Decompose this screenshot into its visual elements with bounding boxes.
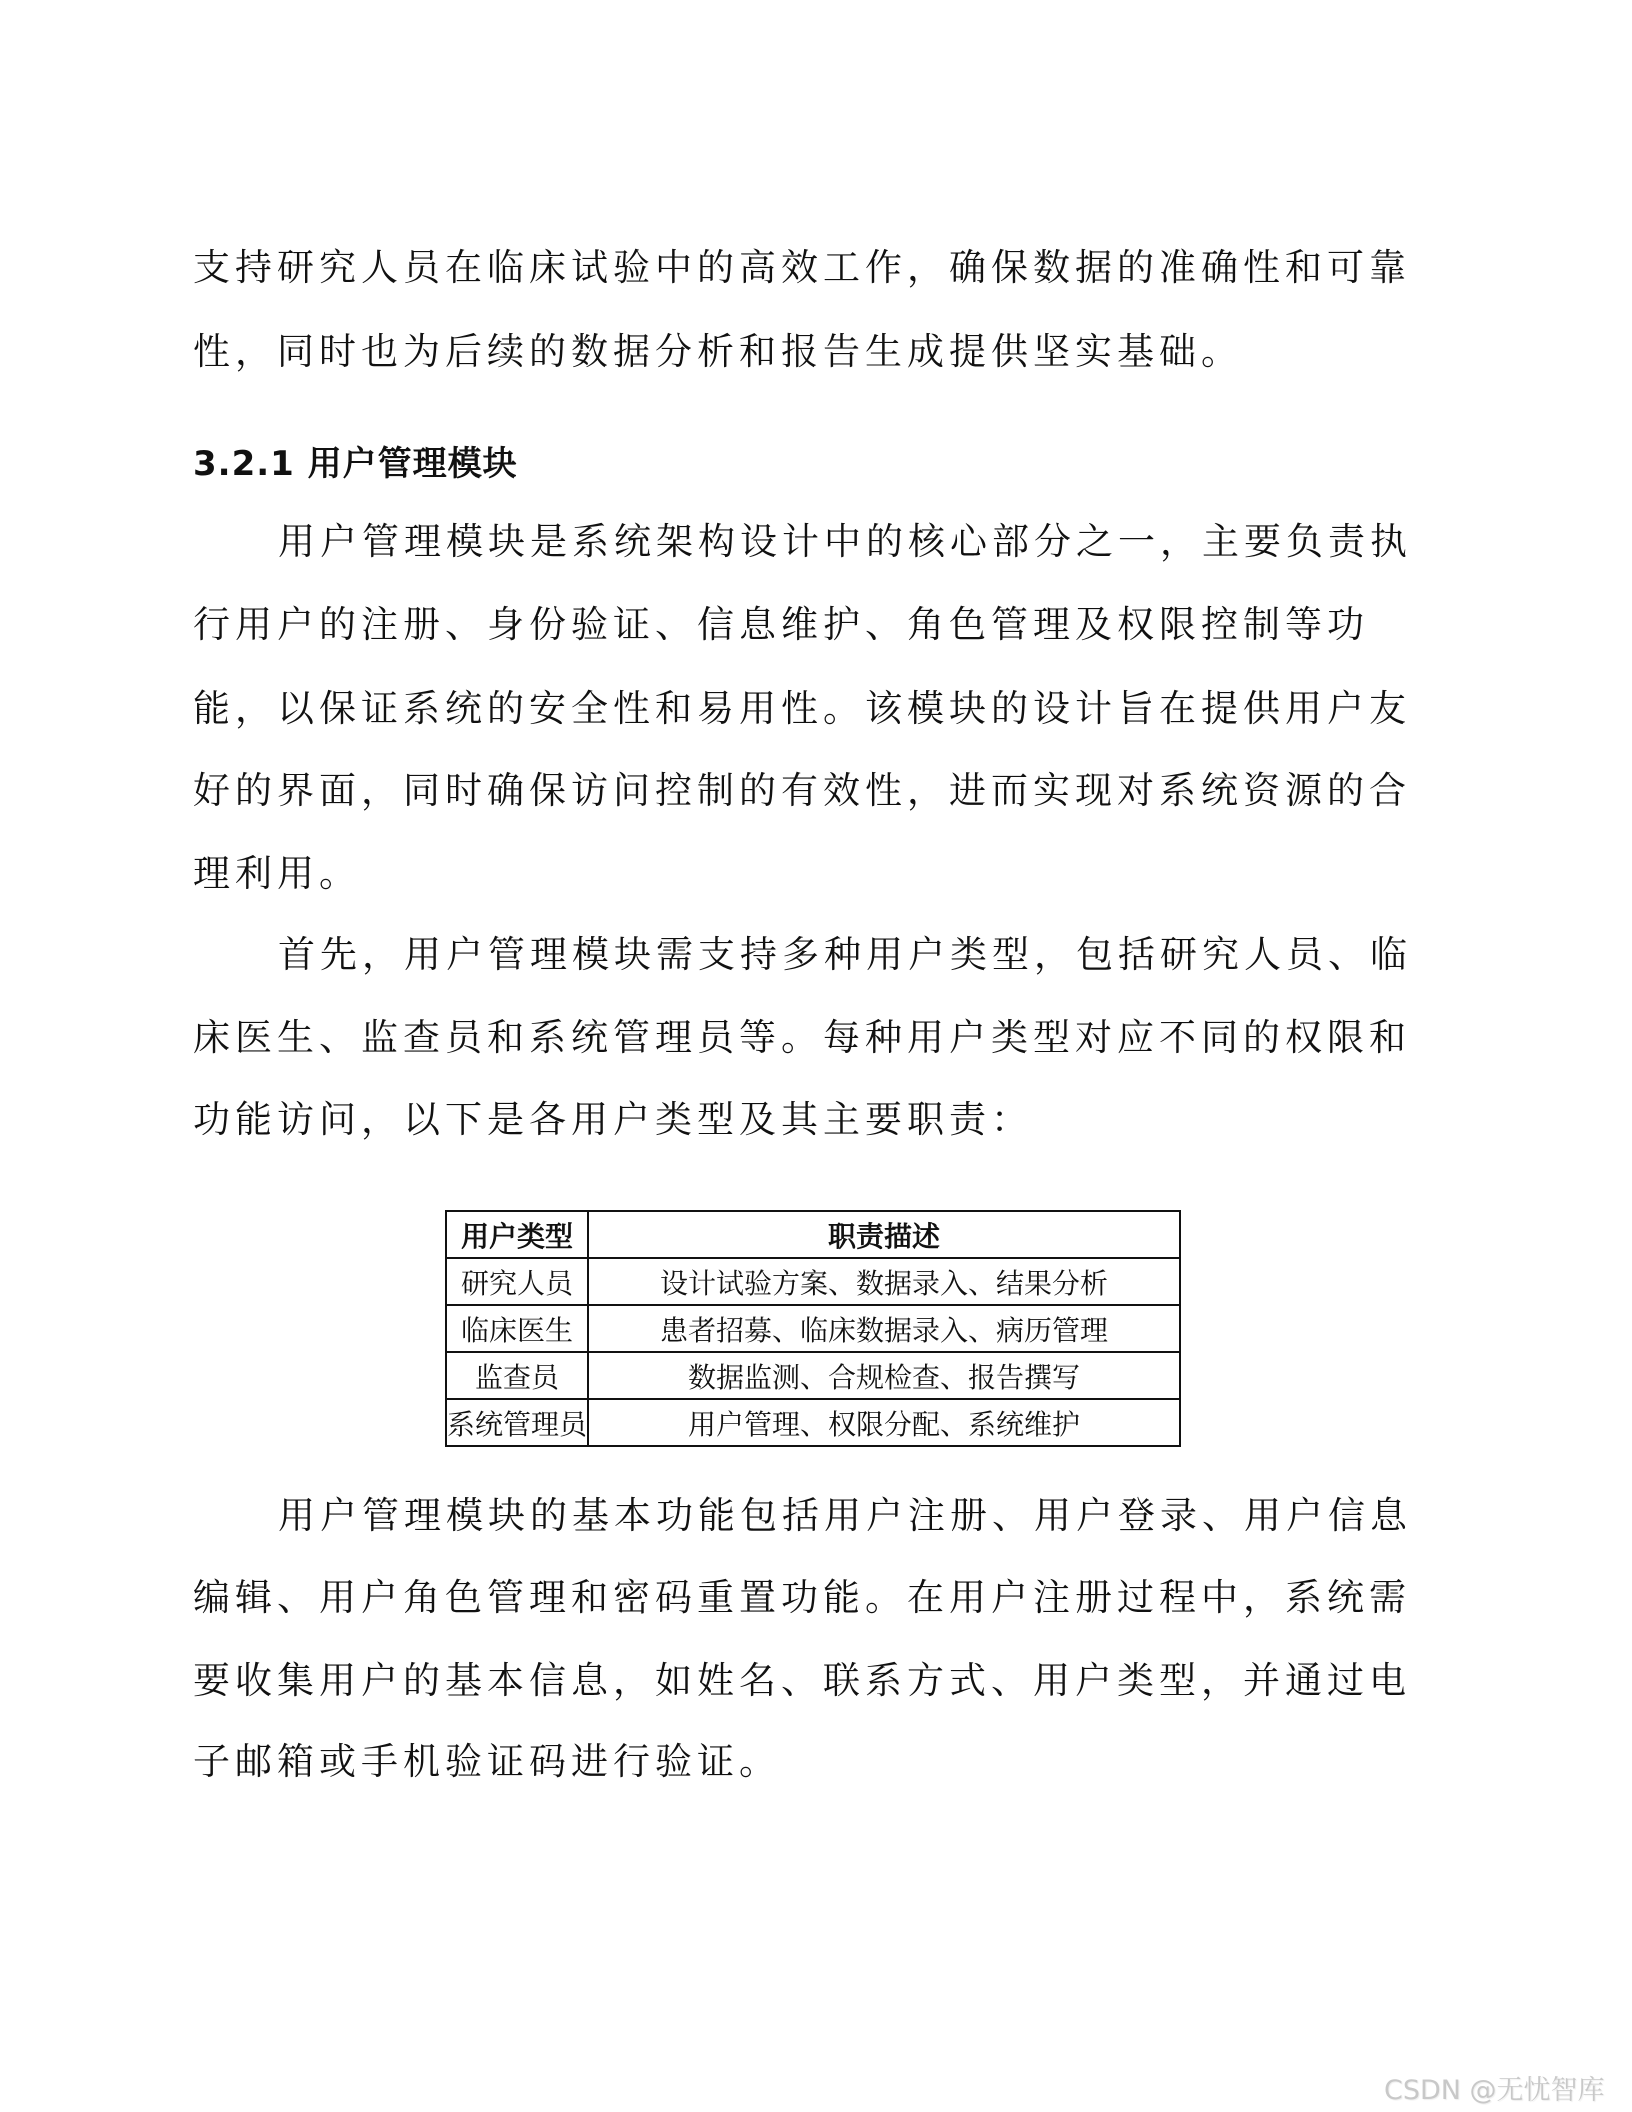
cell-user-type: 研究人员 (446, 1258, 588, 1305)
paragraph-line: 性，同时也为后续的数据分析和报告生成提供坚实基础。 (193, 330, 1243, 373)
table-row (446, 1305, 1180, 1352)
paragraph-line: 能，以保证系统的安全性和易用性。该模块的设计旨在提供用户友 (193, 687, 1411, 730)
cell-user-type: 监查员 (446, 1352, 588, 1399)
paragraph-line: 子邮箱或手机验证码进行验证。 (193, 1740, 781, 1783)
user-roles-table (445, 1210, 1181, 1447)
watermark: CSDN @无忧智库 (1384, 2075, 1605, 2106)
paragraph-line: 床医生、监查员和系统管理员等。每种用户类型对应不同的权限和 (193, 1016, 1411, 1059)
table-row (446, 1399, 1180, 1446)
column-header-user-type: 用户类型 (446, 1211, 588, 1258)
cell-responsibilities: 患者招募、临床数据录入、病历管理 (588, 1305, 1180, 1352)
paragraph-line: 用户管理模块是系统架构设计中的核心部分之一，主要负责执 (278, 520, 1412, 563)
table-header-row (446, 1211, 1180, 1258)
paragraph-line: 好的界面，同时确保访问控制的有效性，进而实现对系统资源的合 (193, 769, 1411, 812)
paragraph-line: 支持研究人员在临床试验中的高效工作，确保数据的准确性和可靠 (193, 246, 1411, 289)
paragraph-line: 编辑、用户角色管理和密码重置功能。在用户注册过程中，系统需 (193, 1576, 1411, 1619)
column-header-responsibilities: 职责描述 (588, 1211, 1180, 1258)
table-row (446, 1258, 1180, 1305)
paragraph-line: 首先，用户管理模块需支持多种用户类型，包括研究人员、临 (278, 933, 1412, 976)
paragraph-line: 用户管理模块的基本功能包括用户注册、用户登录、用户信息 (278, 1494, 1412, 1537)
paragraph-line: 行用户的注册、身份验证、信息维护、角色管理及权限控制等功 (193, 603, 1369, 646)
section-heading: 3.2.1 用户管理模块 (193, 444, 518, 484)
paragraph-line: 要收集用户的基本信息，如姓名、联系方式、用户类型，并通过电 (193, 1659, 1411, 1702)
cell-responsibilities: 设计试验方案、数据录入、结果分析 (588, 1258, 1180, 1305)
paragraph-line: 功能访问，以下是各用户类型及其主要职责： (193, 1098, 1033, 1141)
cell-responsibilities: 数据监测、合规检查、报告撰写 (588, 1352, 1180, 1399)
cell-responsibilities: 用户管理、权限分配、系统维护 (588, 1399, 1180, 1446)
cell-user-type: 系统管理员 (446, 1399, 588, 1446)
paragraph-line: 理利用。 (193, 852, 361, 895)
table-row (446, 1352, 1180, 1399)
cell-user-type: 临床医生 (446, 1305, 588, 1352)
